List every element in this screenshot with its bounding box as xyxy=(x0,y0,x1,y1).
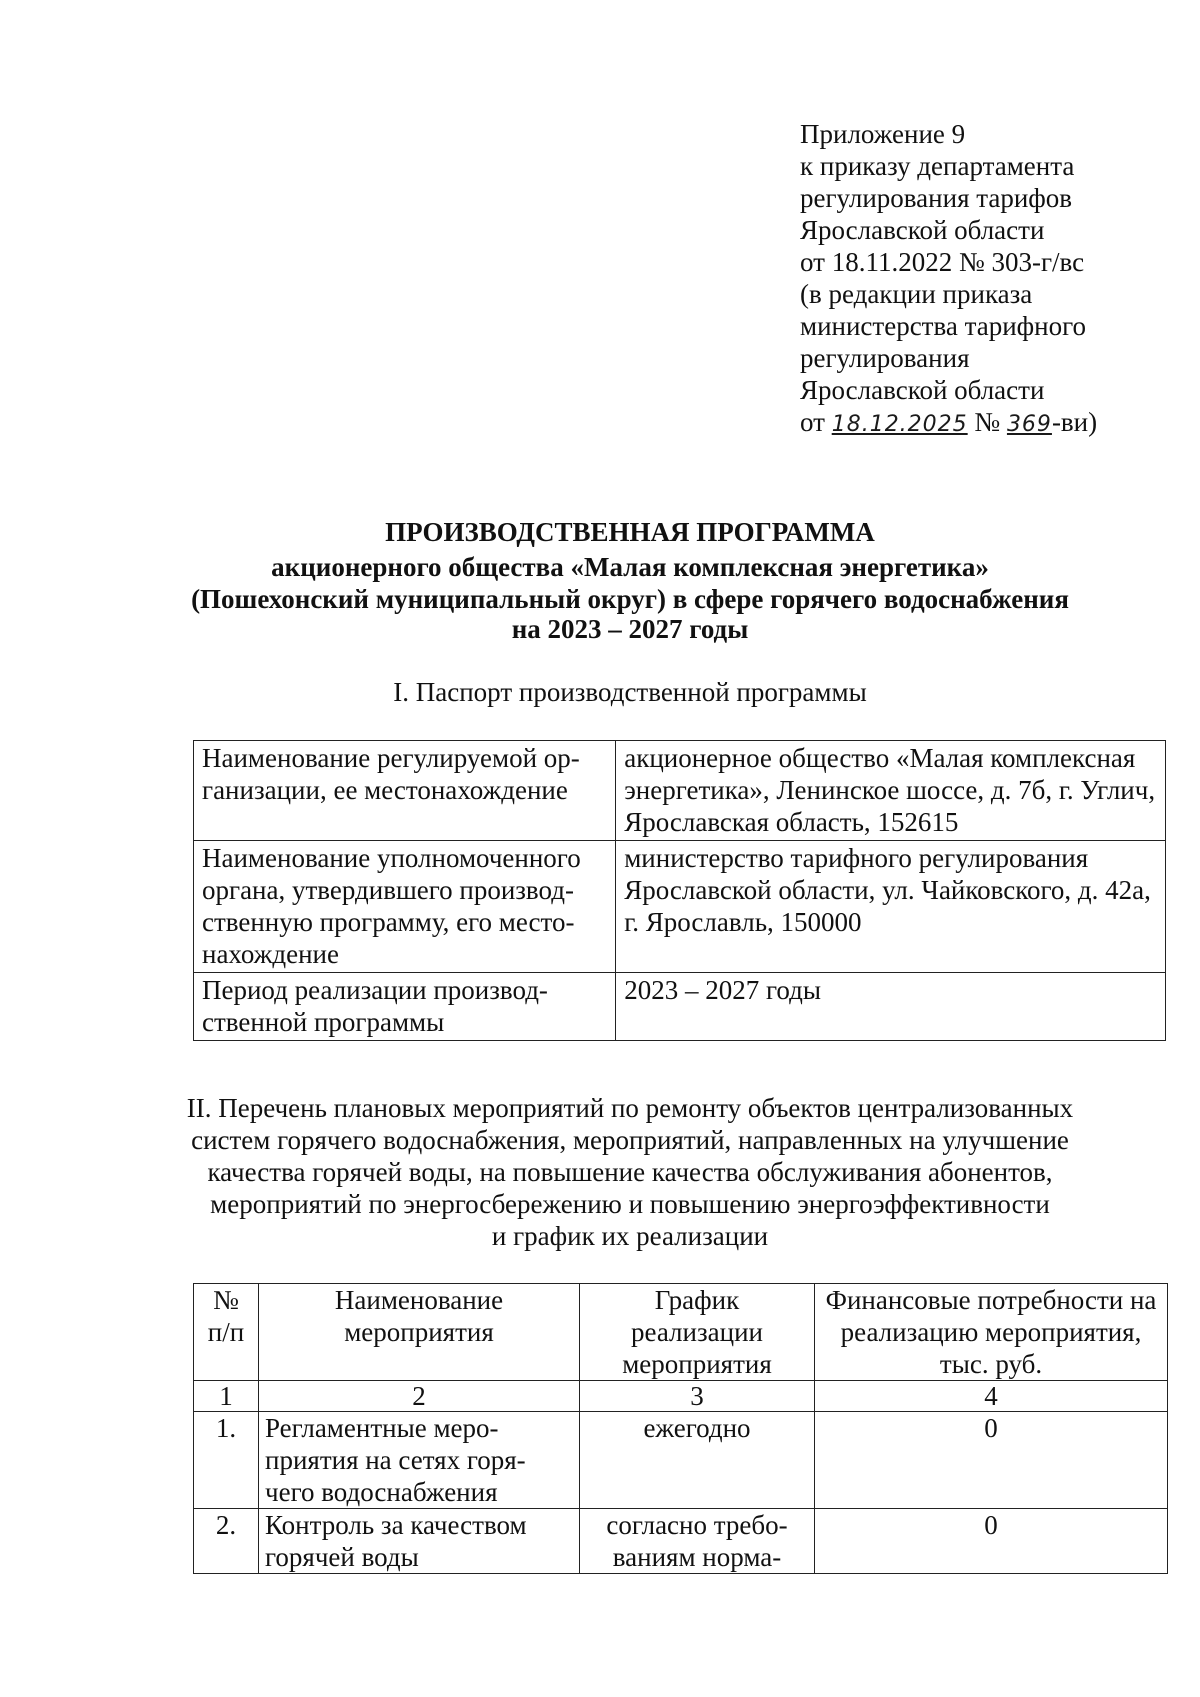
passport-table xyxy=(193,740,1166,1041)
section2-heading-line: качества горячей воды, на повышение качества обслуживания абонентов, xyxy=(207,1157,1053,1187)
section2-heading xyxy=(150,1092,1110,1252)
section2-heading-line: II. Перечень плановых мероприятий по ремонту объектов централизованных xyxy=(186,1093,1074,1123)
column-number: 1 xyxy=(194,1381,259,1412)
number-sign: № xyxy=(974,407,1001,437)
appendix-line: Приложение 9 xyxy=(800,119,966,149)
passport-value: министерство тарифного регулирования Ярославской области, ул. Чайковского, д. 42а, г. Ярославль, 150000 xyxy=(616,841,1166,973)
handwritten-date: 18.12.2025 xyxy=(831,412,968,437)
passport-label: Наименование уполномоченного органа, утвердившего производ-ственную программу, его место-нахождение xyxy=(194,841,616,973)
table-row xyxy=(194,841,1166,973)
appendix-amendment-line xyxy=(800,406,1160,441)
appendix-line: Ярославской области xyxy=(800,375,1045,405)
section2-heading-line: систем горячего водоснабжения, мероприятий, направленных на улучшение xyxy=(191,1125,1069,1155)
column-number: 2 xyxy=(259,1381,580,1412)
appendix-line: (в редакции приказа xyxy=(800,279,1033,309)
row-number: 2. xyxy=(194,1509,259,1574)
measure-name: Контроль за качеством горячей воды xyxy=(259,1509,580,1574)
column-header-name: Наименование мероприятия xyxy=(259,1284,580,1381)
appendix-line: министерства тарифного xyxy=(800,311,1087,341)
passport-label: Период реализации производ-ственной программы xyxy=(194,973,616,1041)
column-header-schedule: График реализации мероприятия xyxy=(580,1284,815,1381)
appendix-line: регулирования тарифов xyxy=(800,183,1073,213)
document-subtitle-period: на 2023 – 2027 годы xyxy=(511,614,749,644)
table-row xyxy=(194,1412,1168,1509)
handwritten-number: 369 xyxy=(1006,412,1052,437)
row-number: 1. xyxy=(194,1412,259,1509)
document-subtitle-scope: (Пошехонский муниципальный округ) в сфере горячего водоснабжения xyxy=(191,584,1069,614)
measure-finance: 0 xyxy=(815,1509,1168,1574)
document-title: ПРОИЗВОДСТВЕННАЯ ПРОГРАММА xyxy=(385,517,875,547)
table-row xyxy=(194,741,1166,841)
measure-name: Регламентные меро-приятия на сетях горя-чего водоснабжения xyxy=(259,1412,580,1509)
table-row xyxy=(194,1509,1168,1574)
section2-heading-line: и график их реализации xyxy=(491,1221,769,1251)
section1-heading: I. Паспорт производственной программы xyxy=(393,677,867,707)
appendix-line: регулирования xyxy=(800,343,970,373)
measure-finance: 0 xyxy=(815,1412,1168,1509)
appendix-line: к приказу департамента xyxy=(800,151,1075,181)
column-header-finance: Финансовые потребности на реализацию мероприятия, тыс. руб. xyxy=(815,1284,1168,1381)
column-number: 4 xyxy=(815,1381,1168,1412)
table-row xyxy=(194,973,1166,1041)
amendment-suffix: -ви) xyxy=(1051,407,1098,437)
passport-value: акционерное общество «Малая комплексная энергетика», Ленинское шоссе, д. 7б, г. Углич, Ярославская область, 152615 xyxy=(616,741,1166,841)
column-number-row xyxy=(194,1381,1168,1412)
passport-label: Наименование регулируемой ор-ганизации, ее местонахождение xyxy=(194,741,616,841)
measures-table xyxy=(193,1283,1168,1574)
appendix-line: от 18.11.2022 № 303-г/вс xyxy=(800,247,1085,277)
appendix-line: Ярославской области xyxy=(800,215,1045,245)
passport-value: 2023 – 2027 годы xyxy=(616,973,1166,1041)
section2-heading-line: мероприятий по энергосбережению и повышению энергоэффективности xyxy=(210,1189,1050,1219)
column-header-number: № п/п xyxy=(194,1284,259,1381)
measure-schedule: согласно требо-ваниям норма- xyxy=(580,1509,815,1574)
amendment-prefix: от xyxy=(800,407,825,437)
document-subtitle-org: акционерного общества «Малая комплексная энергетика» xyxy=(271,552,989,582)
appendix-block xyxy=(800,118,1160,441)
column-number: 3 xyxy=(580,1381,815,1412)
measure-schedule: ежегодно xyxy=(580,1412,815,1509)
table-header-row xyxy=(194,1284,1168,1381)
